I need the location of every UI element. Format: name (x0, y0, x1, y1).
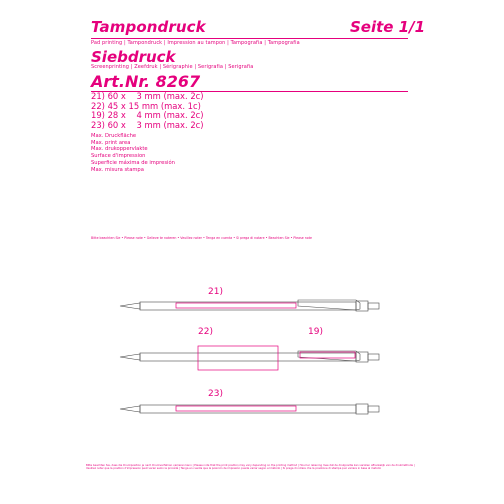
pen-3-label: 23) (208, 389, 223, 399)
footer-notice: Bitte beachten Sie, dass die Druckposition je nach Druckverfahren variieren kann | Please note that the print position may vary depending on the printing method | Houd er rekening mee dat de drukpositie kan variëren afhankelijk van de drukmethode | Veuillez noter que la position d'impression peut varier selon le procédé | Tenga en cuenta que la posición de impresión puede variar según el método | Si prega di notare che la posizione di stampa può variare in base al metodo (86, 464, 415, 471)
pen-1-button (368, 303, 379, 309)
spec-item: 21) 60 x 3 mm (max. 2c) (91, 91, 204, 101)
notice-band: Bitte beachten Sie • Please note • Gelieve te noteren • Veuillez noter • Tenga en cuenta • Si prega di notare • Beachten Sie • Please note (91, 236, 312, 240)
pen-3-tip (120, 406, 140, 412)
pen-1-clip (298, 300, 360, 310)
pen-2-label-right: 19) (308, 327, 323, 337)
print-area-label: Max. drukoppervlakte (91, 146, 148, 153)
pen-3-drawing (120, 404, 379, 414)
spec-item: 22) 45 x 15 mm (max. 1c) (91, 100, 201, 111)
subtitle-screen-printing: Screenprinting | Zeefdruk | Sérigraphie | Serigrafia | Serigrafia (91, 64, 254, 70)
print-area-label: Surface d'impression (91, 153, 146, 160)
pen-1-print-zone (176, 303, 296, 308)
pen-1-label: 21) (208, 287, 223, 297)
spec-item: 19) 28 x 4 mm (max. 2c) (91, 110, 204, 121)
title-pad-printing: Tampondruck (91, 18, 206, 36)
pen-2-label-left: 22) (198, 327, 213, 337)
pen-3-button (368, 406, 379, 412)
subtitle-pad-printing: Pad printing | Tampondruck | Impression au tampon | Tampografia | Tampografia (91, 40, 300, 46)
pen-2-clip (298, 351, 360, 361)
print-area-label: Superficie máxima de impresión (91, 159, 175, 166)
spec-item: 23) 60 x 3 mm (max. 2c) (91, 119, 204, 130)
pen-2-body (140, 353, 356, 361)
pen-1-tip (120, 303, 140, 309)
print-area-label: Max. Druckfläche (91, 133, 137, 139)
title-screen-printing: Siebdruck (91, 48, 176, 66)
print-area-label: Max. misura stampa (91, 166, 144, 173)
article-number: Art.Nr. 8267 (91, 72, 201, 91)
pen-1-drawing (120, 300, 379, 311)
pen-2-print-zone-22 (198, 346, 278, 370)
pen-3-cap (356, 404, 368, 414)
pen-3-print-zone (176, 406, 296, 411)
pen-2-drawing (120, 351, 379, 362)
pen-2-tip (120, 354, 140, 360)
page-indicator: Seite 1/1 (350, 18, 426, 36)
print-area-label: Max. print area (91, 139, 131, 146)
pen-2-button (368, 354, 379, 360)
